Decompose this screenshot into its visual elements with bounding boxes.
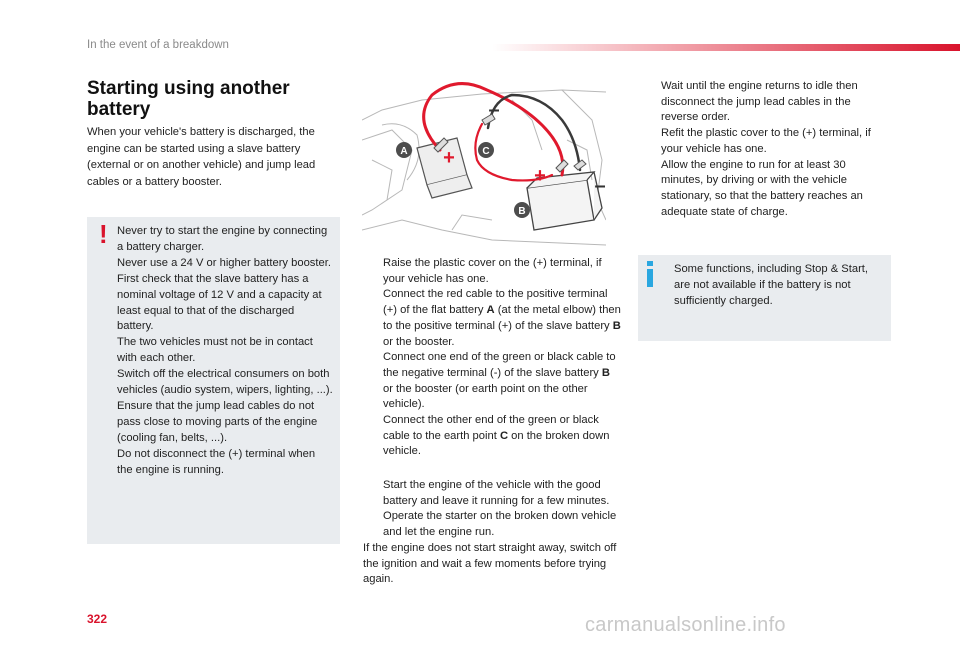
info-icon [647, 261, 653, 287]
label-b: B [518, 206, 526, 217]
label-c: C [482, 146, 490, 157]
step-item: Wait until the engine returns to idle then disconnect the jump lead cables in the reverse order. [661, 80, 858, 124]
exclamation-icon: ! [99, 219, 108, 249]
step-item: Allow the engine to run for at least 30 minutes, by driving or with the vehicle stationary, so that the battery reaches an adequate state of charge. [661, 158, 863, 218]
warning-line: Ensure that the jump lead cables do not pass close to moving parts of the engine (cooling fan, belts, ...). [117, 399, 318, 444]
jump-start-illustration [362, 80, 606, 250]
warning-line: Switch off the electrical consumers on both vehicles (audio system, wipers, lighting, ...). [117, 368, 333, 397]
plus-sign-a: + [443, 147, 455, 169]
step-item: Start the engine of the vehicle with the good battery and leave it running for a few minutes. [383, 479, 610, 507]
steps-middle [363, 256, 621, 460]
header-accent-line [492, 44, 960, 51]
section-title: Starting using another battery [87, 78, 290, 120]
label-a: A [400, 146, 408, 157]
warning-text [117, 224, 333, 479]
warning-line: Never try to start the engine by connecting a battery charger. [117, 225, 328, 253]
step-item: Refit the plastic cover to the (+) terminal, if your vehicle has one. [661, 127, 871, 155]
steps-middle-2 [363, 478, 621, 588]
step-note: If the engine does not start straight away, switch off the ignition and wait a few moments before trying again. [363, 541, 617, 586]
step-item: Raise the plastic cover on the (+) terminal, if your vehicle has one. [383, 257, 602, 285]
header-title: In the event of a breakdown [87, 39, 229, 51]
step-item: Connect the other end of the green or black cable to the earth point C on the broken down vehicle. [383, 414, 610, 458]
step-item: Connect one end of the green or black cable to the negative terminal (-) of the slave battery B or the booster (or earth point on the other vehicle). [383, 351, 616, 411]
warning-line: The two vehicles must not be in contact with each other. [117, 336, 313, 365]
intro-paragraph: When your vehicle's battery is discharged, the engine can be started using a slave battery (external or on another vehicle) and jump lead cables or a battery booster. [87, 126, 316, 188]
step-item: Connect the red cable to the positive terminal (+) of the flat battery A (at the metal elbow) then to the positive terminal (+) of the slave battery B or the booster. [383, 288, 621, 348]
minus-sign-c: – [488, 99, 500, 121]
watermark: carmanualsonline.info [585, 614, 786, 636]
warning-line: Never use a 24 V or higher battery booster. [117, 256, 331, 269]
page-number: 322 [87, 612, 108, 626]
step-item: Operate the starter on the broken down vehicle and let the engine run. [383, 510, 617, 539]
plus-sign-b: + [534, 165, 546, 187]
steps-right [641, 79, 891, 220]
warning-line: First check that the slave battery has a nominal voltage of 12 V and a capacity at least equal to that of the discharged battery. [117, 272, 322, 333]
info-text: Some functions, including Stop & Start, are not available if the battery is not sufficiently charged. [674, 263, 869, 307]
minus-sign-b: – [594, 175, 606, 197]
warning-line: Do not disconnect the (+) terminal when the engine is running. [117, 447, 316, 476]
